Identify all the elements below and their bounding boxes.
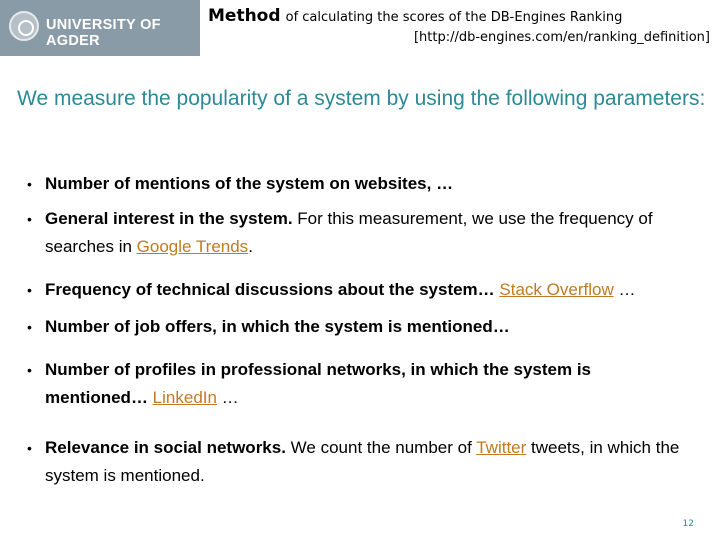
stack-overflow-link[interactable]: Stack Overflow xyxy=(499,280,614,299)
item-bold-text: Relevance in social networks. xyxy=(45,438,286,457)
item-bold-text: Frequency of technical discussions about the system… xyxy=(45,280,500,299)
university-seal-icon xyxy=(9,11,39,41)
item-text-after: tweets, in which the system is mentioned. xyxy=(45,438,680,485)
item-text-after: … xyxy=(613,280,636,299)
item-text: We count the number of xyxy=(285,438,477,457)
item-bold-text: Number of job offers, in which the system is mentioned… xyxy=(45,317,510,336)
slide-heading: We measure the popularity of a system by using the following parameters: xyxy=(17,87,706,110)
list-item xyxy=(27,170,687,198)
list-item xyxy=(27,205,687,261)
list-item xyxy=(27,356,687,412)
header-source-url: [http://db-engines.com/en/ranking_definition] xyxy=(413,30,710,45)
linkedin-link[interactable]: LinkedIn xyxy=(152,388,217,407)
item-text-after: … xyxy=(216,388,239,407)
list-item xyxy=(27,276,687,304)
list-item xyxy=(27,313,687,341)
logo-text: UNIVERSITY OF AGDER xyxy=(46,17,161,49)
slide-header-title xyxy=(208,6,714,26)
twitter-link[interactable]: Twitter xyxy=(476,438,527,457)
item-bold-text: Number of mentions of the system on websites, … xyxy=(45,174,454,193)
item-text: For this measurement, we use the frequency of searches in xyxy=(45,209,653,256)
item-bold-text: General interest in the system. xyxy=(45,209,293,228)
header-title-rest: of calculating the scores of the DB-Engines Ranking xyxy=(285,10,623,25)
page-number: 12 xyxy=(682,519,694,529)
header-title-bold: Method xyxy=(208,6,281,26)
item-text-after: . xyxy=(248,237,253,256)
university-logo xyxy=(0,0,200,56)
google-trends-link[interactable]: Google Trends xyxy=(136,237,249,256)
list-item xyxy=(27,434,687,490)
item-bold-text: Number of profiles in professional networks, in which the system is mentioned… xyxy=(45,360,592,407)
